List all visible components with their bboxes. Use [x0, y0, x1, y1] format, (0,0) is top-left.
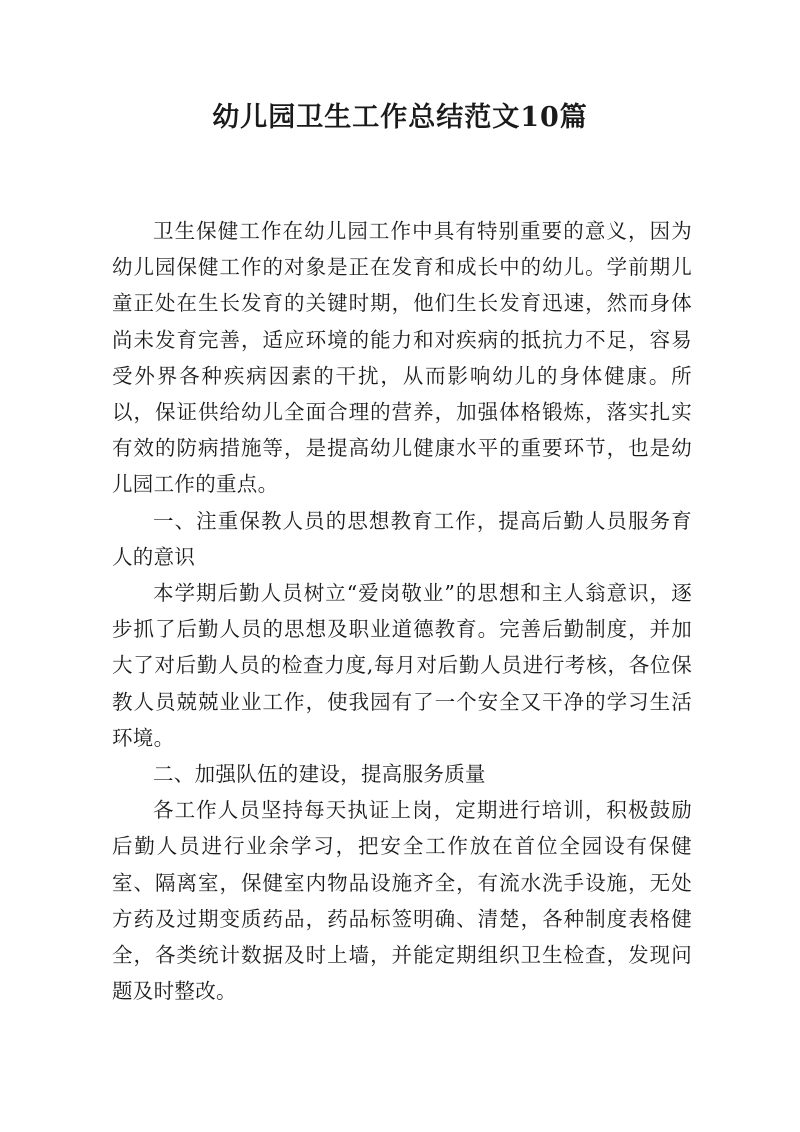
- paragraph-intro: 卫生保健工作在幼儿园工作中具有特别重要的意义，因为幼儿园保健工作的对象是正在发育和成长中的幼儿。学前期儿童正处在生长发育的关键时期，他们生长发育迅速，然而身体尚未发育完善，适应环境的能力和对疾病的抵抗力不足，容易受外界各种疾病因素的干扰，从而影响幼儿的身体健康。所以，保证供给幼儿全面合理的营养，加强体格锻炼，落实扎实有效的防病措施等，是提高幼儿健康水平的重要环节，也是幼儿园工作的重点。: [112, 219, 692, 497]
- document-title: 幼儿园卫生工作总结范文10篇: [212, 102, 588, 133]
- section-heading-1: 一、注重保教人员的思想教育工作，提高后勤人员服务育人的意识: [112, 508, 692, 569]
- document-body: [112, 213, 692, 1009]
- section-heading-2: 二、加强队伍的建设，提高服务质量: [153, 762, 486, 787]
- paragraph-section-2: 各工作人员坚持每天执证上岗，定期进行培训，积极鼓励后勤人员进行业余学习，把安全工作放在首位全园设有保健室、隔离室，保健室内物品设施齐全，有流水洗手设施，无处方药及过期变质药品，药品标签明确、清楚，各种制度表格健全，各类统计数据及时上墙，并能定期组织卫生检查，发现问题及时整改。: [112, 798, 692, 1004]
- paragraph-section-1: 本学期后勤人员树立“爱岗敬业”的思想和主人翁意识，逐步抓了后勤人员的思想及职业道德教育。完善后勤制度，并加大了对后勤人员的检查力度,每月对后勤人员进行考核，各位保教人员兢兢业业工作，使我园有了一个安全又干净的学习生活环境。: [112, 581, 692, 750]
